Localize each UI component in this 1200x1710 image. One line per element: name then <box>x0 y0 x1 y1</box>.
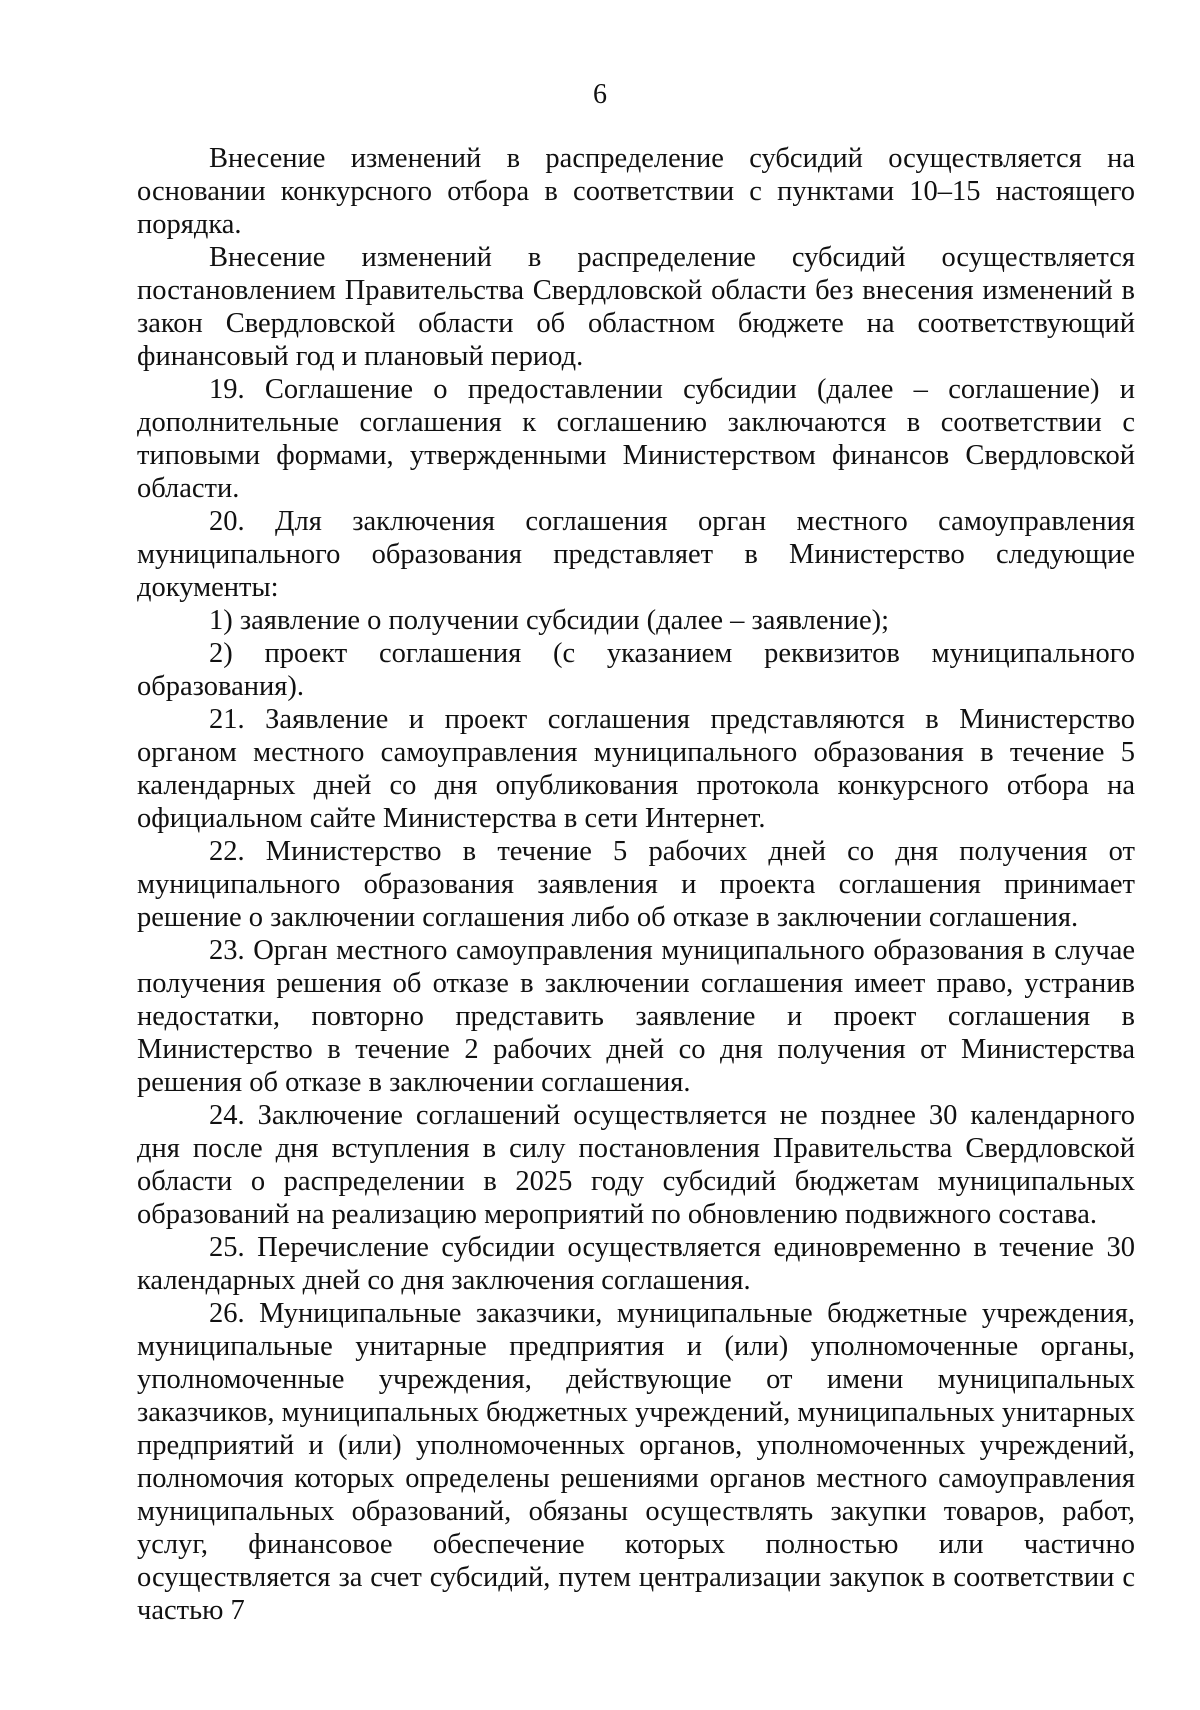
page-number: 6 <box>593 79 607 110</box>
paragraph-subsidy-change-resolution: Внесение изменений в распределение субсидий осуществляется постановлением Правительства Свердловской области без внесения изменений в закон Свердловской области об областном бюджете на соответствующий финансовый год и плановый период. <box>137 242 1135 372</box>
list-item-application: 1) заявление о получении субсидии (далее – заявление); <box>209 605 890 636</box>
paragraph-subsidy-change-competition: Внесение изменений в распределение субсидий осуществляется на основании конкурсного отбора в соответствии с пунктами 10–15 настоящего порядка. <box>137 143 1135 240</box>
document-body <box>137 142 1135 1627</box>
list-item-draft-agreement: 2) проект соглашения (с указанием реквизитов муниципального образования). <box>137 638 1135 702</box>
paragraph-19-agreement-forms: 19. Соглашение о предоставлении субсидии (далее – соглашение) и дополнительные соглашения к соглашению заключаются в соответствии с типовыми формами, утвержденными Министерством финансов Свердловской области. <box>137 374 1135 504</box>
paragraph-26-procurement: 26. Муниципальные заказчики, муниципальные бюджетные учреждения, муниципальные унитарные предприятия и (или) уполномоченные органы, уполномоченные учреждения, действующие от имени муниципальных заказчиков, муниципальных бюджетных учреждений, муниципальных унитарных предприятий и (или) уполномоченных органов, уполномоченных учреждений, полномочия которых определены решениями органов местного самоуправления муниципальных образований, обязаны осуществлять закупки товаров, работ, услуг, финансовое обеспечение которых полностью или частично осуществляется за счет субсидий, путем централизации закупок в соответствии с частью 7 <box>137 1298 1135 1626</box>
paragraph-21-submission: 21. Заявление и проект соглашения представляются в Министерство органом местного самоуправления муниципального образования в течение 5 календарных дней со дня опубликования протокола конкурсного отбора на официальном сайте Министерства в сети Интернет. <box>137 704 1135 834</box>
paragraph-24-conclusion-deadline: 24. Заключение соглашений осуществляется не позднее 30 календарного дня после дня вступления в силу постановления Правительства Свердловской области о распределении в 2025 году субсидий бюджетам муниципальных образований на реализацию мероприятий по обновлению подвижного состава. <box>137 1100 1135 1230</box>
paragraph-20-documents: 20. Для заключения соглашения орган местного самоуправления муниципального образования представляет в Министерство следующие документы: <box>137 506 1135 603</box>
paragraph-23-resubmission: 23. Орган местного самоуправления муниципального образования в случае получения решения об отказе в заключении соглашения имеет право, устранив недостатки, повторно представить заявление и проект соглашения в Министерство в течение 2 рабочих дней со дня получения от Министерства решения об отказе в заключении соглашения. <box>137 935 1135 1098</box>
paragraph-22-decision: 22. Министерство в течение 5 рабочих дней со дня получения от муниципального образования заявления и проекта соглашения принимает решение о заключении соглашения либо об отказе в заключении соглашения. <box>137 836 1135 933</box>
paragraph-25-transfer: 25. Перечисление субсидии осуществляется единовременно в течение 30 календарных дней со дня заключения соглашения. <box>137 1232 1135 1296</box>
